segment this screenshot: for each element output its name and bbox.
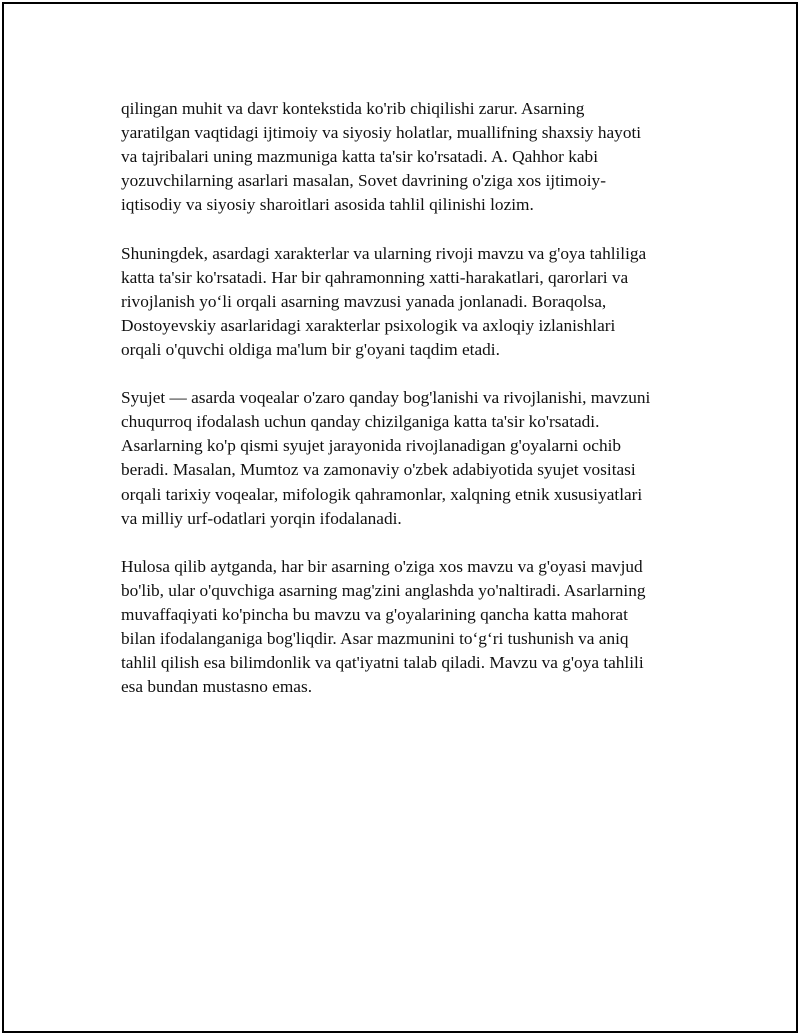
paragraph-plot — [121, 386, 687, 531]
text-line: yozuvchilarning asarlari masalan, Sovet davrining o'ziga xos ijtimoiy- — [121, 171, 606, 191]
document-body — [121, 97, 687, 723]
text-line: va milliy urf-odatlari yorqin ifodalanadi. — [121, 508, 402, 528]
text-line: orqali o'quvchi oldiga ma'lum bir g'oyani taqdim etadi. — [121, 339, 500, 359]
paragraph-conclusion — [121, 555, 687, 700]
text-line: iqtisodiy va siyosiy sharoitlari asosida tahlil qilinishi lozim. — [121, 195, 534, 215]
text-line: katta ta'sir ko'rsatadi. Har bir qahramonning xatti-harakatlari, qarorlari va — [121, 267, 629, 287]
text-line: bo'lib, ular o'quvchiga asarning mag'zini anglashda yo'naltiradi. Asarlarning — [121, 580, 646, 600]
text-line: qilingan muhit va davr kontekstida ko'rib chiqilishi zarur. Asarning — [121, 99, 585, 118]
paragraph-context — [121, 97, 687, 217]
text-line: chuqurroq ifodalash uchun qanday chizilganiga katta ta'sir ko'rsatadi. — [121, 412, 600, 432]
text-line: orqali tarixiy voqealar, mifologik qahramonlar, xalqning etnik xususiyatlari — [121, 484, 643, 504]
text-line: muvaffaqiyati ko'pincha bu mavzu va g'oyalarining qancha katta mahorat — [121, 604, 628, 624]
text-line: yaratilgan vaqtidagi ijtimoiy va siyosiy holatlar, muallifning shaxsiy hayoti — [121, 123, 642, 143]
text-line: bilan ifodalanganiga bog'liqdir. Asar mazmunini to‘g‘ri tushunish va aniq — [121, 629, 629, 649]
text-line: Asarlarning ko'p qismi syujet jarayonida rivojlanadigan g'oyalarni ochib — [121, 436, 622, 456]
paragraph-characters — [121, 242, 687, 362]
text-line: va tajribalari uning mazmuniga katta ta'sir ko'rsatadi. A. Qahhor kabi — [121, 147, 598, 167]
text-line: tahlil qilish esa bilimdonlik va qat'iyatni talab qiladi. Mavzu va g'oya tahlili — [121, 653, 644, 673]
text-line: Shuningdek, asardagi xarakterlar va ularning rivoji mavzu va g'oya tahliliga — [121, 243, 647, 263]
page-frame — [2, 2, 798, 1033]
text-line: Syujet — asarda voqealar o'zaro qanday bog'lanishi va rivojlanishi, mavzuni — [121, 388, 651, 408]
text-line: Hulosa qilib aytganda, har bir asarning o'ziga xos mavzu va g'oyasi mavjud — [121, 556, 643, 576]
text-line: Dostoyevskiy asarlaridagi xarakterlar psixologik va axloqiy izlanishlari — [121, 315, 616, 335]
text-line: beradi. Masalan, Mumtoz va zamonaviy o'zbek adabiyotida syujet vositasi — [121, 460, 636, 480]
text-line: esa bundan mustasno emas. — [121, 677, 313, 697]
text-line: rivojlanish yo‘li orqali asarning mavzusi yanada jonlanadi. Boraqolsa, — [121, 291, 607, 311]
